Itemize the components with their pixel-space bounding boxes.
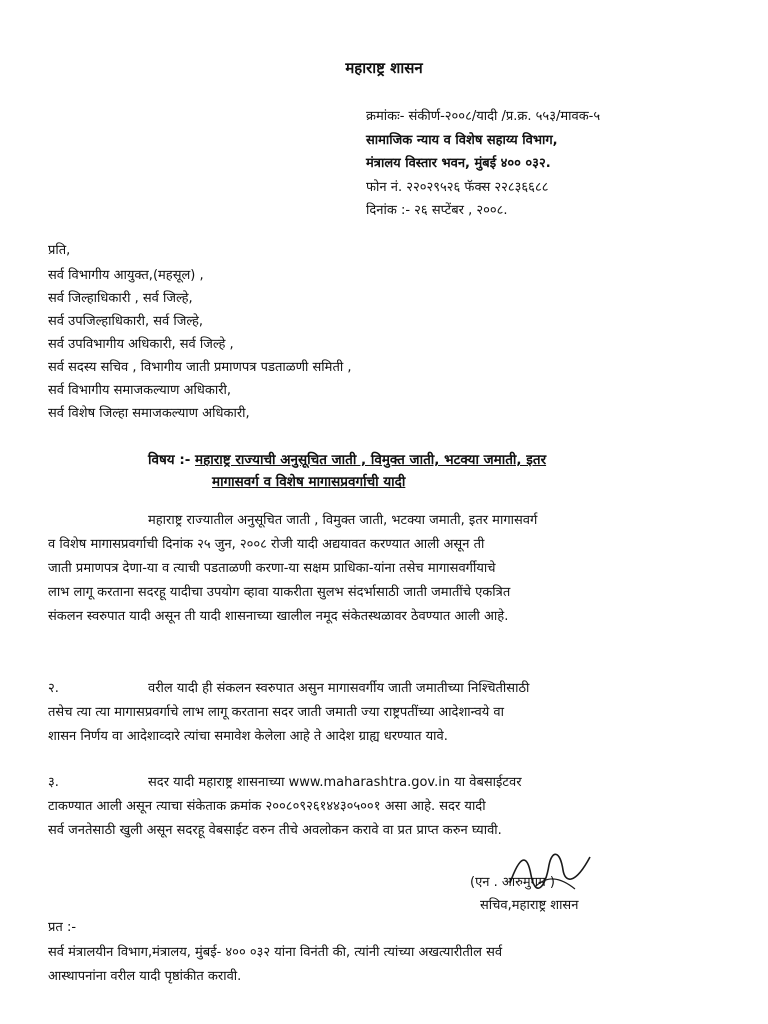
addressee-line: सर्व उपविभागीय अधिकारी, सर्व जिल्हे , [48, 337, 234, 352]
subject-label: विषय :- [148, 452, 191, 468]
paragraph-3-line: सदर यादी महाराष्ट्र शासनाच्या www.maharashtra.gov.in या वेबसाईटवर [148, 775, 522, 790]
department-address: मंत्रालय विस्तार भवन, मुंबई ४०० ०३२. [366, 156, 551, 171]
paragraph-2-line: तसेच त्या त्या मागासप्रवर्गाचे लाभ लागू करताना सदर जाती जमाती ज्या राष्ट्रपतींच्या आदेशान्वये वा [48, 705, 505, 720]
addressee-line: सर्व उपजिल्हाधिकारी, सर्व जिल्हे, [48, 314, 204, 329]
paragraph-1-line: जाती प्रमाणपत्र देणा-या व त्याची पडताळणी करणा-या सक्षम प्राधिका-यांना तसेच मागासवर्गीयाचे [48, 561, 496, 576]
addressee-salutation: प्रति, [48, 243, 71, 258]
paragraph-3-line: टाकण्यात आली असून त्याचा संकेताक क्रमांक २००८०९२६१४४३०५००१ असा आहे. सदर यादी [48, 799, 486, 814]
copy-line: सर्व मंत्रालयीन विभाग,मंत्रालय, मुंबई- ४०० ०३२ यांना विनंती की, त्यांनी त्यांच्या अखत्यारीतील सर्व [48, 945, 503, 960]
paragraph-1-line: व विशेष मागासप्रवर्गाची दिनांक २५ जुन, २००८ रोजी यादी अद्ययावत करण्यात आली असून ती [48, 537, 485, 552]
signatory-designation: सचिव,महाराष्ट्र शासन [480, 898, 579, 913]
subject-text: मागासवर्ग व विशेष मागासप्रवर्गाची यादी [212, 474, 406, 490]
paragraph-3-number: ३. [48, 775, 59, 790]
subject-line-2 [212, 472, 405, 490]
page-title: महाराष्ट्र शासन [345, 59, 423, 77]
addressee-line: सर्व विशेष जिल्हा समाजकल्याण अधिकारी, [48, 406, 250, 421]
paragraph-3-line: सर्व जनतेसाठी खुली असून सदरहू वेबसाईट वरुन तीचे अवलोकन करावे वा प्रत प्राप्त करुन घ्यावी. [48, 823, 502, 838]
letter-date: दिनांक :- २६ सप्टेंबर , २००८. [366, 203, 508, 218]
addressee-line: सर्व विभागीय समाजकल्याण अधिकारी, [48, 383, 232, 398]
paragraph-2-line: शासन निर्णय वा आदेशाव्दारे त्यांचा समावेश केलेला आहे ते आदेश ग्राह्य धरण्यात यावे. [48, 729, 448, 744]
subject-line-1 [148, 450, 546, 468]
paragraph-2-line: वरील यादी ही संकलन स्वरुपात असुन मागासवर्गीय जाती जमातीच्या निश्चितीसाठी [148, 681, 530, 696]
department-name: सामाजिक न्याय व विशेष सहाय्य विभाग, [366, 133, 558, 148]
reference-number: क्रमांकः- संकीर्ण-२००८/यादी /प्र.क्र. ५५३/मावक-५ [366, 109, 601, 124]
paragraph-2-number: २. [48, 681, 59, 696]
addressee-line: सर्व विभागीय आयुक्त,(महसूल) , [48, 268, 204, 283]
subject-text: महाराष्ट्र राज्याची अनुसूचित जाती , विमुक्त जाती, भटक्या जमाती, इतर [195, 452, 547, 468]
copy-line: आस्थापनांना वरील यादी पृष्ठांकीत करावी. [48, 969, 242, 984]
phone-fax: फोन नं. २२०२९५२६ फॅक्स २२८३६६८८ [366, 180, 549, 195]
paragraph-1-line: संकलन स्वरुपात यादी असून ती यादी शासनाच्या खालील नमूद संकेतस्थळावर ठेवण्यात आली आहे. [48, 609, 509, 624]
paragraph-1-line: महाराष्ट्र राज्यातील अनुसूचित जाती , विमुक्त जाती, भटक्या जमाती, इतर मागासवर्ग [148, 513, 538, 528]
addressee-line: सर्व जिल्हाधिकारी , सर्व जिल्हे, [48, 291, 193, 306]
addressee-line: सर्व सदस्य सचिव , विभागीय जाती प्रमाणपत्र पडताळणी समिती , [48, 360, 352, 375]
paragraph-1-line: लाभ लागू करताना सदरहू यादीचा उपयोग व्हावा याकरीता सुलभ संदर्भासाठी जाती जमातींचे एकत्रित [48, 585, 511, 600]
copy-label: प्रत :- [48, 920, 77, 935]
signatory-name: (एन . आरुमुगम ) [470, 875, 556, 890]
